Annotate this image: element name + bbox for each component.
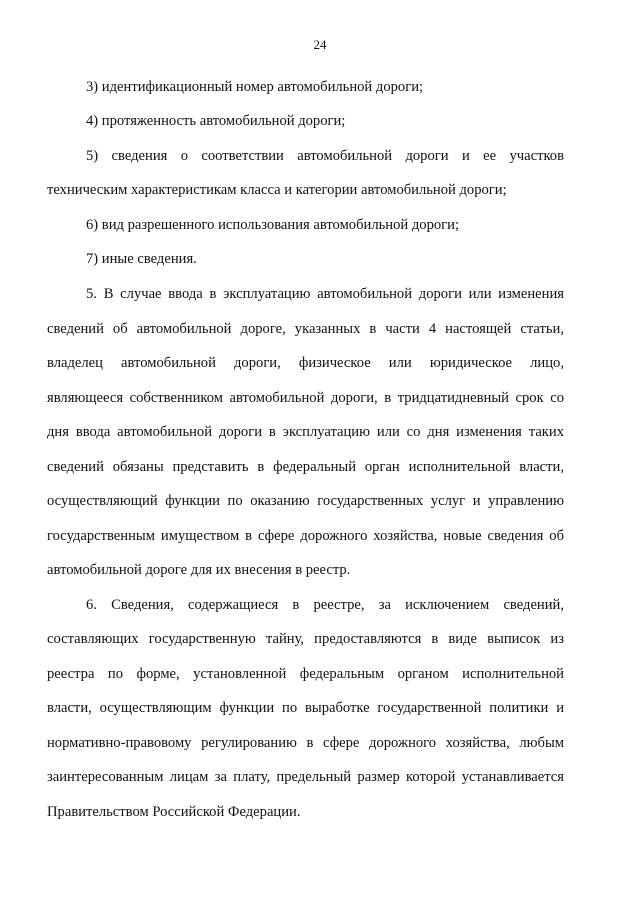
list-item-4: 4) протяженность автомобильной дороги; [86, 113, 346, 129]
list-item-5-line-2: техническим характеристикам класса и категории автомобильной дороги; [47, 182, 507, 198]
paragraph-5-line-3: владелец автомобильной дороги, физическое или юридическое лицо, [47, 355, 564, 371]
paragraph-5-line-7: осуществляющий функции по оказанию государственных услуг и управлению [47, 493, 564, 509]
paragraph-6-line-1: 6. Сведения, содержащиеся в реестре, за исключением сведений, [86, 597, 564, 613]
page-number: 24 [313, 37, 327, 52]
list-item-3: 3) идентификационный номер автомобильной дороги; [86, 79, 424, 95]
list-item-5-line-1: 5) сведения о соответствии автомобильной дороги и ее участков [86, 148, 564, 164]
paragraph-6-line-7: Правительством Российской Федерации. [47, 804, 301, 820]
paragraph-6-line-4: власти, осуществляющим функции по выработке государственной политики и [47, 700, 564, 716]
paragraph-6-line-5: нормативно-правовому регулированию в сфере дорожного хозяйства, любым [47, 735, 564, 751]
paragraph-6-line-3: реестра по форме, установленной федеральным органом исполнительной [47, 666, 564, 682]
paragraph-5-line-2: сведений об автомобильной дороге, указанных в части 4 настоящей статьи, [47, 321, 564, 337]
paragraph-5-line-9: автомобильной дороге для их внесения в реестр. [47, 562, 351, 578]
paragraph-5-line-5: дня ввода автомобильной дороги в эксплуатацию или со дня изменения таких [47, 424, 564, 440]
paragraph-5-line-8: государственным имуществом в сфере дорожного хозяйства, новые сведения об [47, 528, 564, 544]
paragraph-5-line-1: 5. В случае ввода в эксплуатацию автомобильной дороги или изменения [86, 286, 564, 302]
list-item-7: 7) иные сведения. [86, 251, 197, 267]
paragraph-6-line-6: заинтересованным лицам за плату, предельный размер которой устанавливается [47, 769, 564, 785]
paragraph-5-line-6: сведений обязаны представить в федеральный орган исполнительной власти, [47, 459, 564, 475]
paragraph-5-line-4: являющееся собственником автомобильной дороги, в тридцатидневный срок со [47, 390, 564, 406]
paragraph-6-line-2: составляющих государственную тайну, предоставляются в виде выписок из [47, 631, 564, 647]
list-item-6: 6) вид разрешенного использования автомобильной дороги; [86, 217, 460, 233]
